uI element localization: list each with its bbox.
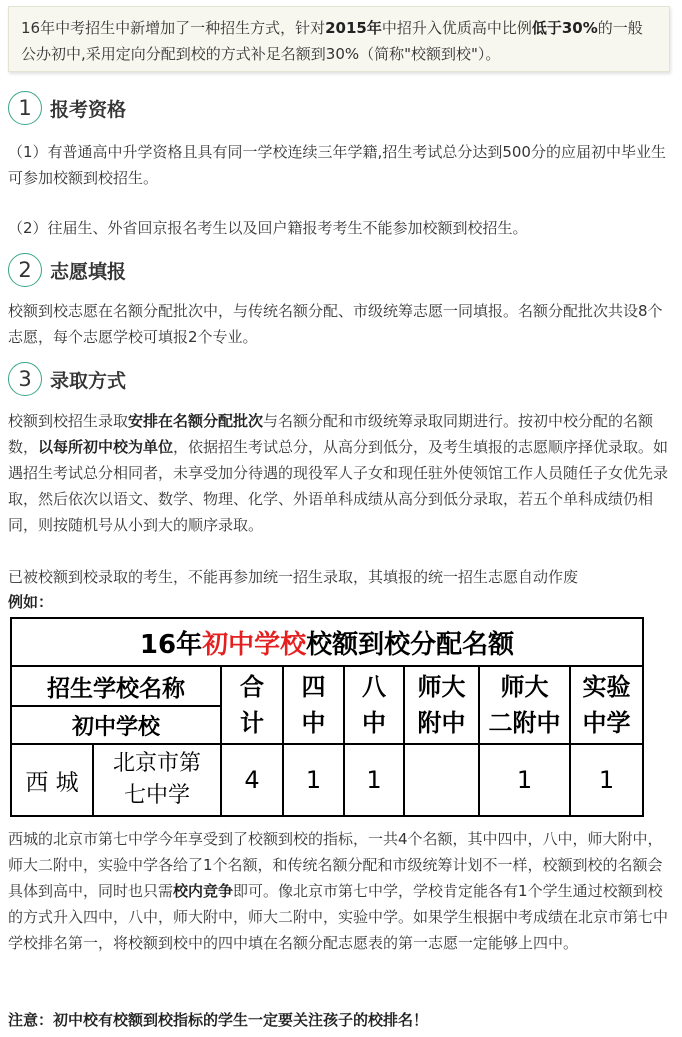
header-sde-line-2: 二附中	[488, 709, 561, 737]
section-2-title: 志愿填报	[50, 260, 127, 283]
row-school-line-2: 七中学	[123, 783, 190, 808]
number-3-icon: 3	[8, 362, 42, 396]
s3-text-c: 与名额分配和市级统筹录取同期进行。按初中校分配的名额数，	[8, 412, 654, 456]
intro-bold-ratio: 低于30%	[531, 19, 598, 37]
header-sdfz-line-1: 师大	[417, 673, 466, 701]
header-middle-school: 初中学校	[71, 714, 160, 740]
section-3-paragraph-1	[8, 408, 674, 538]
row-school-line-1: 北京市第	[112, 751, 201, 776]
header-sde	[480, 667, 569, 743]
row-school	[94, 745, 220, 815]
table-title-part-1: 16年	[139, 629, 203, 660]
s3-bold-unit: 以每所初中校为单位	[38, 438, 174, 456]
header-sdfz-line-2: 附中	[417, 709, 466, 737]
intro-text-2: 中招升入优质高中比例	[381, 19, 532, 37]
row-syzx: 1	[598, 766, 615, 794]
header-sdfz	[405, 667, 478, 743]
section-1-heading	[8, 89, 126, 127]
intro-text-3: 的一般公办初中,采用定向分配到校的方式补足名额到30%（简称"校额到校"）。	[21, 19, 643, 63]
explanation-text-c: 即可。像北京市第七中学，学校肯定能各有1个学生通过校额到校的方式升入四中，八中，师大附中，师大二附中，实验中学。如果学生根据中考成绩在北京市第七中学校排名第一，将校额到校中的四中填在名额分配志愿表的第一志愿一定能够上四中。	[8, 882, 669, 952]
explanation-text-a: 西城的北京市第七中学今年享受到了校额到校的指标，一共4个名额，其中四中，八中，师大附中，师大二附中，实验中学各给了1个名额，和传统名额分配和市级统筹计划不一样，校额到校的名额会具体到高中，同时也只需	[8, 830, 663, 900]
header-syzx	[571, 667, 642, 743]
row-sde: 1	[516, 766, 533, 794]
header-8-line-2: 中	[362, 709, 386, 737]
header-school-name: 招生学校名称	[47, 675, 185, 702]
section-3-paragraph-2: 已被校额到校录取的考生，不能再参加统一招生录取，其填报的统一招生志愿自动作废	[8, 568, 579, 586]
section-1-title: 报考资格	[50, 98, 127, 121]
intro-bold-year: 2015年	[325, 19, 382, 37]
header-total	[222, 667, 282, 743]
row-sdfz	[405, 745, 478, 815]
example-label: 例如：	[8, 593, 54, 611]
table-title-red: 初中学校	[202, 629, 307, 660]
row-total: 4	[244, 766, 260, 794]
section-3-title: 录取方式	[50, 369, 127, 392]
header-syzx-line-1: 实验	[582, 673, 631, 701]
row-school-8: 1	[366, 766, 382, 794]
header-4-line-2: 中	[301, 709, 326, 737]
table-title	[12, 619, 642, 665]
section-2-text: 校额到校志愿在名额分配批次中，与传统名额分配、市级统筹志愿一同填报。名额分配批次共设8个志愿，每个志愿学校可填报2个专业。	[8, 302, 663, 346]
section-2-heading	[8, 251, 126, 289]
intro-text-1: 16年中考招生中新增加了一种招生方式，针对	[21, 19, 326, 37]
s3-bold-batch: 安排在名额分配批次	[128, 412, 264, 430]
header-sde-line-1: 师大	[500, 673, 549, 701]
table-title-part-3: 校额到校分配名额	[306, 629, 515, 660]
section-3-heading	[8, 360, 126, 398]
section-1-item-1: （1）有普通高中升学资格且具有同一学校连续三年学籍,招生考试总分达到500分的应届初中毕业生可参加校额到校招生。	[8, 143, 666, 187]
explanation-bold: 校内竞争	[173, 882, 234, 900]
header-4-line-1: 四	[301, 673, 326, 701]
header-total-line-2: 计	[240, 709, 264, 737]
header-school-8	[345, 667, 403, 743]
row-school-4: 1	[305, 766, 322, 794]
note-text: 注意：初中校有校额到校指标的学生一定要关注孩子的校排名！	[8, 1011, 429, 1029]
header-school-4	[284, 667, 343, 743]
s3-text-a: 校额到校招生录取	[8, 412, 129, 430]
number-2-icon: 2	[8, 253, 42, 287]
explanation-paragraph	[8, 826, 674, 956]
header-8-line-1: 八	[362, 673, 386, 701]
header-syzx-line-2: 中学	[582, 709, 631, 737]
allocation-table	[10, 617, 644, 817]
intro-box	[8, 6, 670, 72]
section-1-item-2: （2）往届生、外省回京报名考生以及回户籍报考考生不能参加校额到校招生。	[8, 219, 528, 237]
header-total-line-1: 合	[240, 673, 264, 701]
s3-text-e: ，依据招生考试总分，从高分到低分，及考生填报的志愿顺序择优录取。如遇招生考试总分相同者，未享受加分待遇的现役军人子女和现任驻外使领馆工作人员随任子女优先录取，然后依次以语文、数学、物理、化学、外语单科成绩从高分到低分录取，若五个单科成绩仍相同，则按随机号从小到大的顺序录取。	[8, 438, 669, 534]
number-1-icon: 1	[8, 91, 42, 125]
row-district: 西 城	[25, 769, 79, 796]
